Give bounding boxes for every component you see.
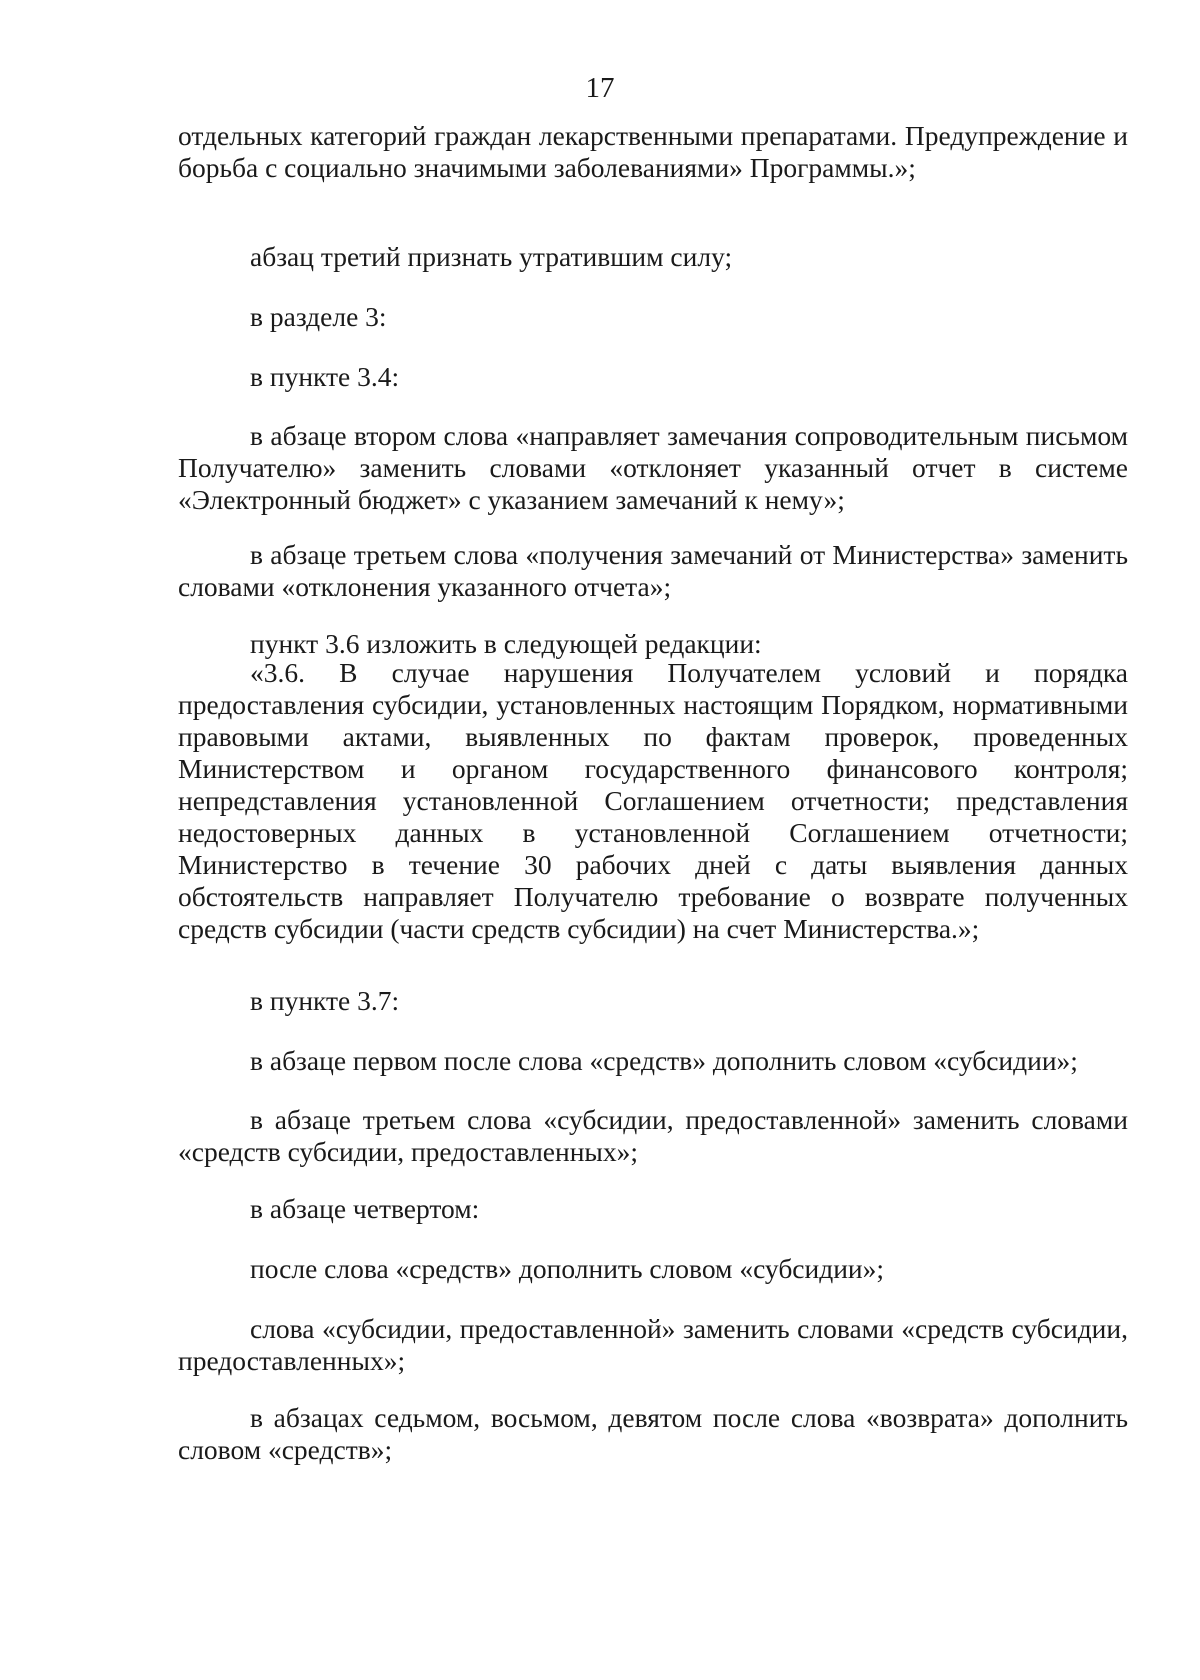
paragraph-point-3-4: в пункте 3.4:	[250, 361, 400, 392]
paragraph-section-3: в разделе 3:	[250, 301, 387, 332]
paragraph-point-3-7: в пункте 3.7:	[250, 985, 400, 1016]
paragraph-point-3-6-intro: пункт 3.6 изложить в следующей редакции:	[250, 628, 762, 659]
paragraph-continuation: отдельных категорий граждан лекарственными препаратами. Предупреждение и борьба с социально значимыми заболеваниями» Программы.»;	[178, 120, 1128, 183]
paragraph-after-word: после слова «средств» дополнить словом «субсидии»;	[250, 1253, 885, 1284]
paragraph-abzac-second: в абзаце втором слова «направляет замечания сопроводительным письмом Получателю» заменить словами «отклоняет указанный отчет в системе «Электронный бюджет» с указанием замечаний к нему»;	[178, 420, 1128, 515]
paragraph-point-3-6-text: «3.6. В случае нарушения Получателем условий и порядка предоставления субсидии, установленных настоящим Порядком, нормативными правовыми актами, выявленных по фактам проверок, проведенных Министерством и органом государственного финансового контроля; непредставления установленной Соглашением отчетности; представления недостоверных данных в установленной Соглашением отчетности; Министерство в течение 30 рабочих дней с даты выявления данных обстоятельств направляет Получателю требование о возврате полученных средств субсидии (части средств субсидии) на счет Министерства.»;	[178, 657, 1128, 944]
paragraph-words-subsidy: слова «субсидии, предоставленной» заменить словами «средств субсидии, предоставленных»;	[178, 1313, 1128, 1376]
page-number: 17	[585, 72, 615, 104]
paragraph-abzac-first: в абзаце первом после слова «средств» дополнить словом «субсидии»;	[250, 1045, 1078, 1076]
paragraph-abzac-third-subsidy: в абзаце третьем слова «субсидии, предоставленной» заменить словами «средств субсидии, предоставленных»;	[178, 1104, 1128, 1167]
paragraph-abzac-fourth: в абзаце четвертом:	[250, 1193, 480, 1224]
paragraph-abzacs-7-8-9: в абзацах седьмом, восьмом, девятом после слова «возврата» дополнить словом «средств»;	[178, 1402, 1128, 1465]
paragraph-abzac-third: абзац третий признать утратившим силу;	[250, 241, 733, 272]
paragraph-abzac-third-words: в абзаце третьем слова «получения замечаний от Министерства» заменить словами «отклонения указанного отчета»;	[178, 539, 1128, 602]
